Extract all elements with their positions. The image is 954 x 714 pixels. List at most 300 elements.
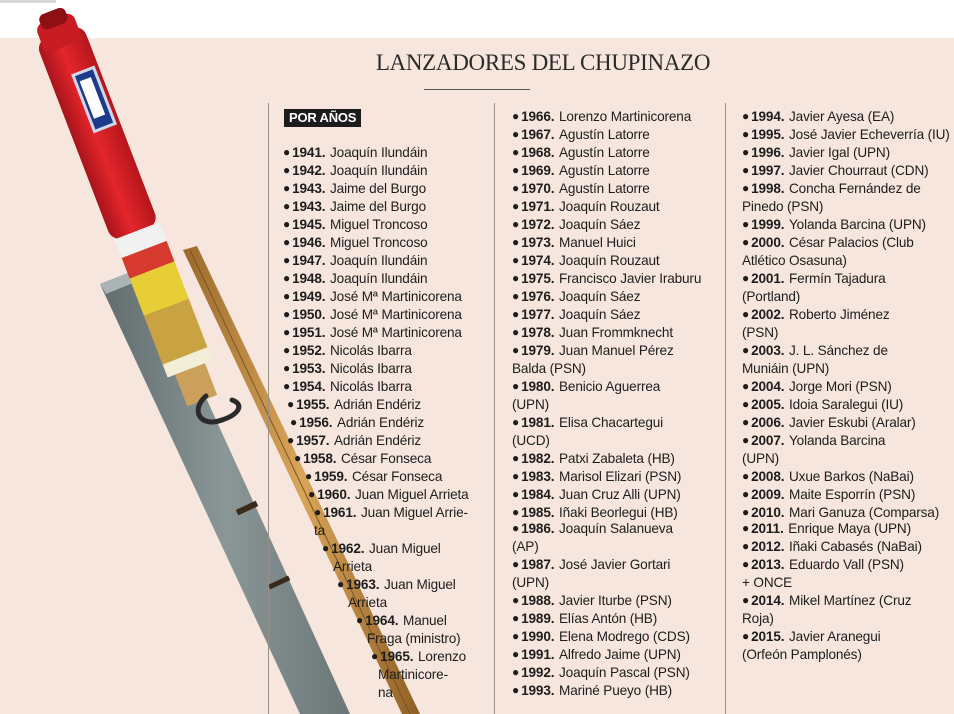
list-item — [283, 324, 462, 342]
list-item — [512, 468, 681, 486]
entry-year: 1972. — [521, 217, 559, 232]
bullet-icon: ● — [287, 397, 295, 411]
entry-name: Uxue Barkos (NaBai) — [789, 469, 914, 484]
bullet-icon: ● — [512, 379, 520, 393]
entry-year: 1984. — [521, 487, 559, 502]
entry-year: 1952. — [292, 343, 330, 358]
bullet-icon: ● — [512, 127, 520, 141]
entry-name: Fermín Tajadura — [789, 271, 886, 286]
entry-year: 2003. — [751, 343, 789, 358]
entry-name: Elena Modrego (CDS) — [559, 629, 690, 644]
list-item — [512, 306, 640, 324]
list-item — [512, 252, 660, 270]
bullet-icon: ● — [294, 451, 302, 465]
bullet-icon: ● — [371, 649, 379, 663]
list-item — [287, 432, 421, 450]
entry-year: 2008. — [751, 469, 789, 484]
list-item — [742, 396, 903, 414]
bullet-icon: ● — [287, 433, 295, 447]
list-item — [512, 198, 660, 216]
entry-name-continued: Arrieta — [333, 559, 372, 574]
list-item — [283, 144, 427, 162]
entry-name: Francisco Javier Iraburu — [559, 271, 702, 286]
entry-year: 1949. — [292, 289, 330, 304]
list-item — [742, 538, 922, 556]
entry-year: 1946. — [292, 235, 330, 250]
bullet-icon: ● — [283, 379, 291, 393]
entry-name: Enrique Maya (UPN) — [788, 521, 911, 536]
entry-name-continued: Muniáin (UPN) — [742, 361, 830, 376]
entry-name: Joaquín Salanueva — [559, 521, 673, 536]
entry-year: 1974. — [521, 253, 559, 268]
list-item — [290, 414, 424, 432]
entry-name: Adrián Endériz — [334, 397, 422, 412]
entry-name: José Javier Echeverría (IU) — [789, 127, 950, 142]
entry-name: Javier Igal (UPN) — [789, 145, 890, 160]
list-item — [512, 108, 691, 126]
column-divider — [268, 103, 269, 714]
bullet-icon: ● — [742, 629, 750, 643]
entry-name: Iñaki Beorlegui (HB) — [559, 505, 678, 520]
page-title: LANZADORES DEL CHUPINAZO — [375, 50, 711, 75]
bullet-icon: ● — [322, 541, 330, 555]
entry-name-continued: (Portland) — [742, 289, 801, 304]
list-item — [742, 144, 890, 162]
entry-name: Mariné Pueyo (HB) — [559, 683, 673, 698]
bullet-icon: ● — [337, 577, 345, 591]
bullet-icon: ● — [512, 217, 520, 231]
entry-name-continued: Balda (PSN) — [512, 361, 586, 376]
list-item — [371, 648, 466, 702]
entry-year: 1995. — [751, 127, 789, 142]
entry-name: Manuel — [403, 613, 447, 628]
entry-year: 2005. — [751, 397, 789, 412]
entry-year: 1961. — [323, 505, 361, 520]
entry-name: Joaquín Rouzaut — [559, 253, 660, 268]
list-item — [512, 378, 660, 414]
entry-name: Joaquín Sáez — [559, 307, 641, 322]
list-item — [512, 126, 650, 144]
entry-name: Manuel Huici — [559, 235, 636, 250]
entry-name-continued: Atlético Osasuna) — [742, 253, 847, 268]
bullet-icon: ● — [512, 415, 520, 429]
list-item — [512, 414, 663, 450]
bullet-icon: ● — [283, 271, 291, 285]
entry-name: José Mª Martinicorena — [330, 307, 462, 322]
entry-year: 2012. — [751, 539, 789, 554]
entry-name: Javier Chourraut (CDN) — [789, 163, 929, 178]
list-item — [512, 324, 673, 342]
entry-name: Concha Fernández de — [789, 181, 921, 196]
entry-year: 1942. — [292, 163, 330, 178]
entry-name: Lorenzo — [418, 649, 467, 664]
entry-year: 1967. — [521, 127, 559, 142]
bullet-icon: ● — [512, 505, 520, 519]
bullet-icon: ● — [742, 109, 750, 123]
bullet-icon: ● — [283, 361, 291, 375]
list-item — [512, 180, 650, 198]
entry-name-continued: ta — [314, 523, 326, 538]
entry-name: Agustín Latorre — [559, 163, 650, 178]
entry-name: Benicio Aguerrea — [559, 379, 661, 394]
bullet-icon: ● — [742, 487, 750, 501]
entry-name: Joaquín Sáez — [559, 217, 641, 232]
entry-name: Maite Esporrín (PSN) — [789, 487, 916, 502]
entry-year: 2014. — [751, 593, 789, 608]
entry-name: Eduardo Vall (PSN) — [789, 557, 904, 572]
entry-name: José Mª Martinicorena — [330, 289, 462, 304]
entry-year: 1948. — [292, 271, 330, 286]
entry-year: 1979. — [521, 343, 559, 358]
list-item — [283, 342, 412, 360]
entry-name: Jaime del Burgo — [330, 181, 426, 196]
entry-name-continued: + ONCE — [742, 575, 793, 590]
list-item — [512, 216, 640, 234]
list-item — [742, 180, 921, 216]
entry-name-continued: (UPN) — [512, 397, 550, 412]
title-divider — [424, 89, 530, 90]
entry-year: 1990. — [521, 629, 559, 644]
entry-name-continued: Arrieta — [348, 595, 387, 610]
entry-name: Adrián Endériz — [334, 433, 422, 448]
bullet-icon: ● — [512, 199, 520, 213]
list-item — [356, 612, 461, 648]
list-item — [512, 628, 690, 646]
entry-name-continued: (Orfeón Pamplonés) — [742, 647, 862, 662]
entry-year: 1993. — [521, 683, 559, 698]
entry-year: 1955. — [296, 397, 334, 412]
bullet-icon: ● — [742, 379, 750, 393]
entry-year: 1958. — [303, 451, 341, 466]
entry-name: Adrián Endériz — [337, 415, 425, 430]
entry-year: 1971. — [521, 199, 559, 214]
entry-name-continued: na — [378, 685, 393, 700]
entry-name: Juan Manuel Pérez — [559, 343, 674, 358]
entry-year: 1986. — [521, 521, 559, 536]
list-item — [337, 576, 456, 612]
entry-year: 1947. — [292, 253, 330, 268]
entry-name: Joaquín Ilundáin — [330, 271, 428, 286]
entry-name-continued: Roja) — [742, 611, 774, 626]
entry-year: 1973. — [521, 235, 559, 250]
bullet-icon: ● — [742, 163, 750, 177]
entry-year: 2006. — [751, 415, 789, 430]
list-item — [283, 216, 428, 234]
entry-name-continued: Martinicore- — [378, 667, 448, 682]
bullet-icon: ● — [742, 415, 750, 429]
list-item — [283, 288, 462, 306]
bullet-icon: ● — [742, 539, 750, 553]
entry-year: 1954. — [292, 379, 330, 394]
bullet-icon: ● — [512, 469, 520, 483]
bullet-icon: ● — [742, 181, 750, 195]
entry-year: 1996. — [751, 145, 789, 160]
bullet-icon: ● — [283, 307, 291, 321]
entry-name: Agustín Latorre — [559, 181, 650, 196]
bullet-icon: ● — [512, 343, 520, 357]
list-item — [742, 486, 915, 504]
bullet-icon: ● — [283, 163, 291, 177]
list-item — [512, 144, 650, 162]
list-item — [283, 360, 412, 378]
bullet-icon: ● — [283, 289, 291, 303]
bullet-icon: ● — [512, 289, 520, 303]
bullet-icon: ● — [742, 521, 750, 535]
entry-name: Alfredo Jaime (UPN) — [559, 647, 681, 662]
entry-name: Juan Miguel — [369, 541, 441, 556]
bullet-icon: ● — [512, 557, 520, 571]
list-item — [742, 306, 890, 342]
bullet-icon: ● — [742, 433, 750, 447]
entry-name: Joaquín Ilundáin — [330, 145, 428, 160]
entry-year: 1943. — [292, 199, 330, 214]
list-item — [308, 486, 469, 504]
bullet-icon: ● — [742, 145, 750, 159]
entry-name-continued: (UPN) — [742, 451, 780, 466]
list-item — [742, 414, 916, 432]
entry-year: 1992. — [521, 665, 559, 680]
entry-year: 1988. — [521, 593, 559, 608]
entry-year: 1987. — [521, 557, 559, 572]
entry-name: José Mª Martinicorena — [330, 325, 462, 340]
list-item — [742, 556, 904, 592]
entry-name: José Javier Gortari — [559, 557, 671, 572]
list-item — [283, 252, 427, 270]
entry-year: 1960. — [317, 487, 355, 502]
list-item — [512, 556, 670, 592]
entry-year: 2010. — [751, 505, 789, 520]
entry-year: 1989. — [521, 611, 559, 626]
entry-name: Joaquín Ilundáin — [330, 253, 428, 268]
list-item — [512, 646, 681, 664]
entry-name: Javier Eskubi (Aralar) — [789, 415, 916, 430]
bullet-icon: ● — [742, 235, 750, 249]
column-divider — [494, 103, 495, 714]
entry-year: 1976. — [521, 289, 559, 304]
column-divider — [725, 103, 726, 714]
bullet-icon: ● — [512, 325, 520, 339]
entry-name: Yolanda Barcina — [789, 433, 886, 448]
entry-name: Nicolás Ibarra — [330, 343, 412, 358]
list-item — [283, 234, 428, 252]
bullet-icon: ● — [283, 235, 291, 249]
list-item — [283, 162, 427, 180]
entry-name: Juan Miguel Arrie- — [361, 505, 468, 520]
list-item — [283, 180, 426, 198]
entry-name: J. L. Sánchez de — [789, 343, 888, 358]
entry-year: 1966. — [521, 109, 559, 124]
entry-name-continued: (AP) — [512, 539, 539, 554]
list-item — [512, 342, 674, 378]
entry-name-continued: (UCD) — [512, 433, 550, 448]
entry-year: 1943. — [292, 181, 330, 196]
entry-name: Javier Iturbe (PSN) — [559, 593, 672, 608]
list-item — [305, 468, 442, 486]
list-item — [742, 432, 885, 468]
entry-year: 1965. — [380, 649, 418, 664]
entry-year: 1953. — [292, 361, 330, 376]
bullet-icon: ● — [742, 127, 750, 141]
entry-year: 2002. — [751, 307, 789, 322]
entry-name: Mari Ganuza (Comparsa) — [789, 505, 940, 520]
bullet-icon: ● — [512, 235, 520, 249]
list-item — [294, 450, 431, 468]
bullet-icon: ● — [512, 109, 520, 123]
entry-year: 2000. — [751, 235, 789, 250]
list-item — [283, 270, 427, 288]
entry-year: 1991. — [521, 647, 559, 662]
entry-year: 1970. — [521, 181, 559, 196]
entry-year: 1981. — [521, 415, 559, 430]
bullet-icon: ● — [512, 629, 520, 643]
entry-name: Patxi Zabaleta (HB) — [559, 451, 675, 466]
bullet-icon: ● — [512, 487, 520, 501]
bullet-icon: ● — [742, 217, 750, 231]
entry-name: Mikel Martínez (Cruz — [789, 593, 912, 608]
list-item — [742, 270, 886, 306]
entry-year: 1983. — [521, 469, 559, 484]
bullet-icon: ● — [512, 665, 520, 679]
entry-year: 2001. — [751, 271, 789, 286]
list-item — [512, 162, 650, 180]
entry-year: 1941. — [292, 145, 330, 160]
entry-year: 1998. — [751, 181, 789, 196]
entry-name: Jorge Mori (PSN) — [789, 379, 892, 394]
bullet-icon: ● — [742, 397, 750, 411]
entry-name: Roberto Jiménez — [789, 307, 890, 322]
entry-year: 1985. — [521, 505, 559, 520]
list-item — [283, 198, 426, 216]
entry-year: 1982. — [521, 451, 559, 466]
entry-year: 1969. — [521, 163, 559, 178]
list-item — [512, 288, 640, 306]
entry-name: Miguel Troncoso — [330, 235, 428, 250]
entry-year: 1975. — [521, 271, 559, 286]
entry-year: 2015. — [751, 629, 789, 644]
entry-name: Nicolás Ibarra — [330, 361, 412, 376]
entry-year: 1957. — [296, 433, 334, 448]
list-item — [512, 610, 657, 628]
bullet-icon: ● — [356, 613, 364, 627]
list-item — [283, 378, 412, 396]
list-item — [322, 540, 441, 576]
entry-name-continued: Pinedo (PSN) — [742, 199, 824, 214]
entry-year: 1968. — [521, 145, 559, 160]
entry-year: 2009. — [751, 487, 789, 502]
entry-name: Joaquín Rouzaut — [559, 199, 660, 214]
entry-year: 1962. — [331, 541, 369, 556]
list-item — [742, 162, 928, 180]
entry-name: Elisa Chacartegui — [559, 415, 664, 430]
bullet-icon: ● — [512, 593, 520, 607]
entry-name: Javier Ayesa (EA) — [789, 109, 895, 124]
bullet-icon: ● — [512, 521, 520, 535]
entry-year: 1964. — [365, 613, 403, 628]
entry-year: 1951. — [292, 325, 330, 340]
bullet-icon: ● — [283, 181, 291, 195]
entry-name: Juan Frommknecht — [559, 325, 673, 340]
entry-name: César Palacios (Club — [789, 235, 914, 250]
bullet-icon: ● — [290, 415, 298, 429]
list-item — [512, 234, 636, 252]
bullet-icon: ● — [512, 683, 520, 697]
entry-name: Joaquín Ilundáin — [330, 163, 428, 178]
list-item — [287, 396, 421, 414]
entry-name: Juan Cruz Alli (UPN) — [559, 487, 681, 502]
entry-year: 2013. — [751, 557, 789, 572]
bullet-icon: ● — [512, 611, 520, 625]
entry-name: Miguel Troncoso — [330, 217, 428, 232]
entry-name: Idoia Saralegui (IU) — [789, 397, 904, 412]
bullet-icon: ● — [305, 469, 313, 483]
bullet-icon: ● — [283, 217, 291, 231]
entry-name-continued: (PSN) — [742, 325, 779, 340]
list-item — [512, 682, 672, 700]
list-item — [512, 592, 672, 610]
entry-year: 1956. — [299, 415, 337, 430]
bullet-icon: ● — [512, 307, 520, 321]
entry-name-continued: Fraga (ministro) — [367, 631, 461, 646]
list-item — [742, 108, 894, 126]
list-item — [283, 306, 462, 324]
bullet-icon: ● — [742, 271, 750, 285]
list-item — [512, 486, 681, 504]
entry-year: 2004. — [751, 379, 789, 394]
bullet-icon: ● — [742, 505, 750, 519]
bullet-icon: ● — [512, 145, 520, 159]
entry-name: Jaime del Burgo — [330, 199, 426, 214]
entry-name: César Fonseca — [352, 469, 443, 484]
list-item — [742, 378, 892, 396]
bullet-icon: ● — [283, 343, 291, 357]
entry-year: 2011. — [751, 521, 788, 536]
bullet-icon: ● — [512, 647, 520, 661]
bullet-icon: ● — [512, 451, 520, 465]
bullet-icon: ● — [742, 307, 750, 321]
bullet-icon: ● — [283, 253, 291, 267]
entry-year: 1997. — [751, 163, 789, 178]
bullet-icon: ● — [742, 343, 750, 357]
bullet-icon: ● — [512, 181, 520, 195]
list-item — [314, 504, 468, 540]
bullet-icon: ● — [512, 253, 520, 267]
entry-year: 1978. — [521, 325, 559, 340]
entry-year: 2007. — [751, 433, 789, 448]
list-item — [742, 520, 911, 538]
entry-name: Lorenzo Martinicorena — [559, 109, 692, 124]
entry-year: 1977. — [521, 307, 559, 322]
entry-name: Joaquín Pascal (PSN) — [559, 665, 690, 680]
entry-name: Marisol Elizari (PSN) — [559, 469, 682, 484]
bullet-icon: ● — [742, 557, 750, 571]
entry-name: Agustín Latorre — [559, 127, 650, 142]
entry-name: Agustín Latorre — [559, 145, 650, 160]
list-item — [512, 450, 675, 468]
bullet-icon: ● — [314, 505, 322, 519]
bullet-icon: ● — [283, 325, 291, 339]
section-badge: POR AÑOS — [284, 109, 361, 127]
list-item — [742, 592, 911, 628]
entry-name: Javier Aranegui — [789, 629, 881, 644]
entry-name-continued: (UPN) — [512, 575, 550, 590]
list-item — [742, 342, 888, 378]
bullet-icon: ● — [308, 487, 316, 501]
entry-year: 1945. — [292, 217, 330, 232]
entry-year: 1963. — [346, 577, 384, 592]
entry-year: 1980. — [521, 379, 559, 394]
list-item — [512, 520, 673, 556]
bullet-icon: ● — [283, 199, 291, 213]
